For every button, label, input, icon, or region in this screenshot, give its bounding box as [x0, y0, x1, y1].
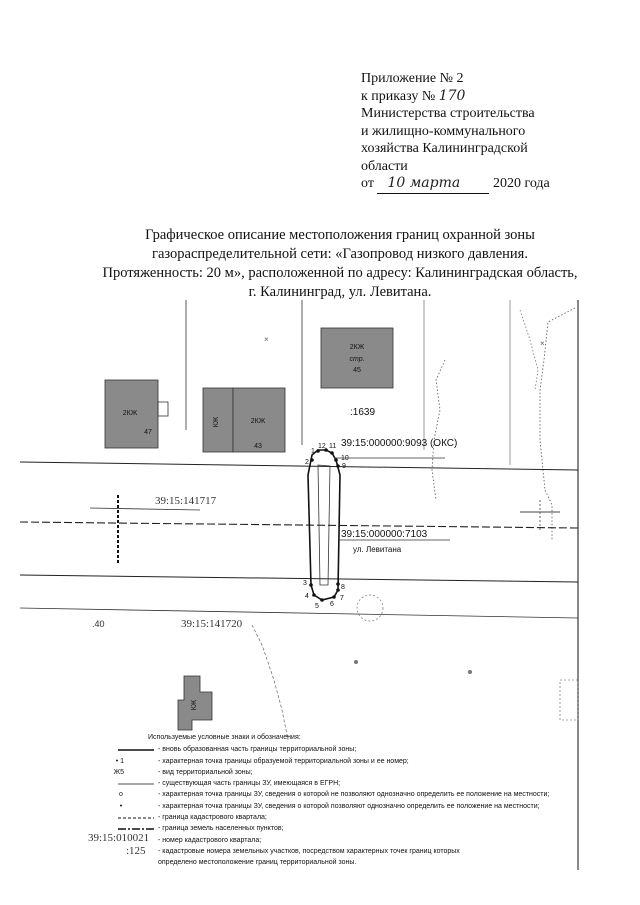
building-47 [105, 380, 168, 448]
building-45-sub: стр. [349, 356, 365, 363]
legend-heading: Используемые условные знаки и обозначения: [148, 734, 301, 741]
building-45-type: 2КЖ [349, 344, 365, 351]
point-label: 3 [303, 580, 307, 587]
point-label: 5 [315, 603, 319, 610]
building-45 [321, 328, 393, 388]
point-label: 6 [330, 601, 334, 608]
map-legend [88, 733, 608, 869]
date-handwritten: 10 марта [377, 175, 489, 194]
point-label: 9 [342, 463, 346, 470]
title-line-3: Протяженность: 20 м», расположенной по адресу: Калининградская область, [102, 265, 578, 281]
title-line-2: газораспределительной сети: «Газопровод низкого давления. [152, 246, 528, 262]
legend-item [88, 744, 608, 755]
feature-mark: × [264, 335, 269, 344]
quarter-north-label: 39:15:141717 [155, 495, 217, 507]
title-line-4: г. Калининград, ул. Левитана. [248, 284, 432, 300]
legend-item [88, 801, 608, 812]
feature-dot [468, 670, 472, 674]
road-centerline [20, 522, 578, 528]
building-47-number: 47 [144, 429, 152, 436]
legend-text: - вновь образованная часть границы территориальной зоны; [158, 746, 357, 754]
building-45-number: 45 [353, 367, 361, 374]
legend-text: - характерная точка границы ЗУ, сведения о которой позволяют однозначно определить ее положение на местности; [158, 802, 540, 810]
street-name: ул. Левитана [353, 545, 402, 554]
ministry-line-3: хозяйства Калининградской [361, 141, 528, 156]
legend-text: - вид территориальной зоны; [158, 768, 253, 776]
quarter-boundary [90, 508, 200, 510]
dotted-boundary [432, 360, 445, 500]
order-reference [361, 88, 611, 106]
legend-item [88, 831, 608, 846]
legend-text: - существующая часть границы ЗУ, имеющаяся в ЕГРН; [158, 780, 341, 788]
document-title [60, 226, 620, 302]
dotted-boundary [520, 310, 538, 390]
point-label: 2 [305, 459, 309, 466]
feature-dot [354, 660, 358, 664]
building-south [178, 676, 212, 730]
road-south-edge [20, 575, 578, 582]
legend-item [88, 767, 608, 778]
legend-parcel-example: :125 [126, 844, 146, 857]
quarter-south-label: 39:15:141720 [181, 618, 243, 630]
legend-item [88, 778, 608, 789]
parcel-1639-label: :1639 [350, 407, 376, 418]
new-zone-boundary-symbol [88, 744, 154, 755]
legend-symbol: Ж5 [113, 768, 124, 776]
date-suffix: 2020 года [492, 176, 550, 191]
hatched-area [560, 680, 578, 720]
quarter-boundary-symbol [88, 812, 154, 823]
building-47-type: 2КЖ [122, 410, 138, 417]
point-label: 7 [340, 595, 344, 602]
date-prefix: от [361, 176, 374, 191]
legend-text: - характерная точка границы ЗУ, сведения о которой не позволяют однозначно определить ее положение на местности; [158, 791, 550, 799]
legend-item [88, 789, 608, 800]
existing-parcel-boundary-symbol [88, 778, 154, 789]
legend-text: - кадастровые номера земельных участков, посредством характерных точек границ которых [158, 847, 460, 855]
legend-text: - граница земель населенных пунктов; [158, 825, 284, 833]
legend-item [88, 756, 608, 767]
legend-text: определено местоположение границ территориальной зоны. [158, 859, 357, 867]
ministry-line-4: области [361, 158, 408, 174]
building-43-left-type: КЖ [213, 416, 220, 428]
legend-quarter-example: 39:15:010021 [88, 831, 150, 844]
order-prefix: к приказу № [361, 88, 436, 104]
left-edge-mark: .40 [92, 619, 105, 629]
ministry-line-1: Министерства строительства [361, 106, 535, 121]
order-appendix-header [361, 70, 611, 194]
parcel-line [20, 608, 578, 618]
oks-parcel-label: 39:15:000000:9093 (ОКС) [341, 438, 458, 449]
building-south-type: КЖ [191, 699, 198, 711]
point-label: 12 [318, 443, 326, 450]
order-date [361, 175, 611, 194]
point-label: 10 [341, 455, 349, 462]
appendix-number: Приложение № 2 [361, 71, 464, 86]
legend-heading-row [88, 733, 608, 744]
legend-symbol: o [119, 791, 123, 799]
legend-item [88, 823, 608, 834]
legend-item [88, 812, 608, 823]
legend-item [88, 857, 608, 868]
point-label: 1 [311, 448, 315, 455]
dotted-boundary [540, 308, 575, 540]
legend-item [88, 846, 608, 857]
legend-symbol: • 1 [115, 757, 124, 765]
order-number-handwritten: 170 [438, 87, 466, 104]
feature-mark: × [540, 339, 545, 348]
legend-text: - номер кадастрового квартала; [158, 836, 262, 844]
point-label: 4 [305, 593, 309, 600]
building-43-type: 2КЖ [250, 418, 266, 425]
point-label: 11 [329, 443, 337, 450]
building-43-number: 43 [254, 443, 262, 450]
road-north-edge [20, 462, 578, 470]
ministry-line-2: и жилищно-коммунального [361, 123, 526, 139]
point-label: 8 [341, 584, 345, 591]
legend-symbol: • [119, 802, 123, 810]
building-43 [203, 388, 285, 452]
legend-text: - характерная точка границы образуемой территориальной зоны и ее номер; [158, 757, 409, 765]
road-parcel-label: 39:15:000000:7103 [341, 529, 428, 540]
tree-marker [357, 595, 383, 621]
title-line-1: Графическое описание местоположения границ охранной зоны [145, 227, 535, 243]
dashed-boundary [252, 625, 288, 740]
legend-text: - граница кадастрового квартала; [158, 814, 267, 822]
